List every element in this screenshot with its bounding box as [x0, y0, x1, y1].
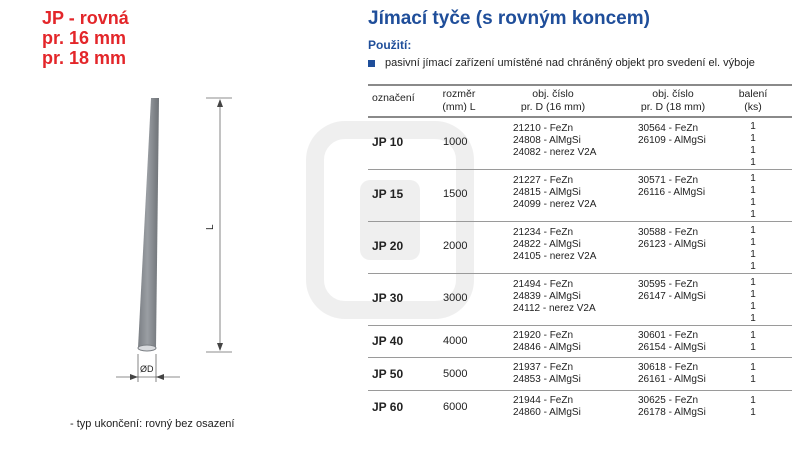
- use-text: pasivní jímací zařízení umístěné nad chráněný objekt pro svedení el. výboje: [385, 57, 755, 69]
- pack-count: 1: [750, 133, 756, 144]
- order-number: 24112 - nerez V2A: [513, 303, 596, 314]
- order-number: 21210 - FeZn: [513, 123, 574, 134]
- order-number: 26116 - AlMgSi: [638, 187, 706, 198]
- row-d18: [638, 362, 706, 386]
- order-number: 30571 - FeZn: [638, 175, 699, 186]
- order-number: 24099 - nerez V2A: [513, 199, 597, 210]
- row-d18: [638, 395, 706, 419]
- row-d18: [638, 330, 706, 354]
- header-d16: [508, 88, 598, 114]
- order-number: 30588 - FeZn: [638, 227, 699, 238]
- row-size: 1000: [443, 136, 468, 148]
- pack-count: 1: [750, 225, 756, 236]
- row-size: 5000: [443, 368, 468, 380]
- order-number: 30625 - FeZn: [638, 395, 699, 406]
- pack-count: 1: [750, 145, 756, 156]
- row-d16: [513, 175, 596, 211]
- row-d16: [513, 362, 581, 386]
- pack-count: 1: [750, 374, 756, 385]
- row-code: JP 20: [372, 239, 404, 253]
- order-number: 21937 - FeZn: [513, 362, 574, 373]
- row-code: JP 40: [372, 334, 404, 348]
- pack-count: 1: [750, 407, 756, 418]
- row-pack: [746, 362, 760, 386]
- table-row: [368, 274, 792, 326]
- row-code: JP 10: [372, 135, 404, 149]
- row-d16: [513, 123, 596, 159]
- pack-count: 1: [750, 395, 756, 406]
- table-header: [368, 84, 792, 118]
- order-number: 26147 - AlMgSi: [638, 291, 706, 302]
- order-number: 21494 - FeZn: [513, 279, 574, 290]
- rod-drawing: [100, 90, 260, 400]
- pack-count: 1: [750, 121, 756, 132]
- row-size: 3000: [443, 292, 468, 304]
- header-code: označení: [372, 92, 415, 104]
- row-code: JP 60: [372, 400, 404, 414]
- row-d16: [513, 330, 581, 354]
- row-pack: [746, 225, 760, 273]
- row-pack: [746, 173, 760, 221]
- row-code: JP 15: [372, 187, 404, 201]
- header-size-line: rozměr: [442, 88, 476, 100]
- table-row: [368, 326, 792, 358]
- row-d18: [638, 123, 706, 147]
- row-d16: [513, 279, 596, 315]
- product-title-line: JP - rovná: [42, 8, 129, 28]
- order-number: 26154 - AlMgSi: [638, 342, 706, 353]
- product-table: [368, 84, 792, 424]
- header-pack-line: (ks): [744, 101, 762, 113]
- pack-count: 1: [750, 173, 756, 184]
- bullet-square-icon: [368, 60, 375, 67]
- row-pack: [746, 395, 760, 419]
- order-number: 30595 - FeZn: [638, 279, 699, 290]
- product-title-line: pr. 16 mm: [42, 28, 127, 48]
- order-number: 24815 - AlMgSi: [513, 187, 581, 198]
- row-pack: [746, 277, 760, 325]
- order-number: 26123 - AlMgSi: [638, 239, 706, 250]
- product-title: [42, 8, 129, 68]
- order-number: 24105 - nerez V2A: [513, 251, 597, 262]
- diameter-label: ØD: [140, 364, 154, 374]
- header-size-line: (mm) L: [442, 101, 476, 113]
- header-pack: [730, 88, 776, 114]
- row-d18: [638, 227, 706, 251]
- row-size: 1500: [443, 188, 468, 200]
- order-number: 21234 - FeZn: [513, 227, 574, 238]
- rod-shape: [138, 98, 159, 348]
- pack-count: 1: [750, 277, 756, 288]
- pack-count: 1: [750, 313, 756, 324]
- order-number: 30618 - FeZn: [638, 362, 699, 373]
- pack-count: 1: [750, 209, 756, 220]
- pack-count: 1: [750, 185, 756, 196]
- row-d16: [513, 395, 581, 419]
- order-number: 26161 - AlMgSi: [638, 374, 706, 385]
- table-row: [368, 118, 792, 170]
- order-number: 26178 - AlMgSi: [638, 407, 706, 418]
- order-number: 24846 - AlMgSi: [513, 342, 581, 353]
- header-size: [434, 88, 484, 114]
- use-text-line: [368, 57, 755, 69]
- order-number: 30601 - FeZn: [638, 330, 699, 341]
- row-pack: [746, 330, 760, 354]
- pack-count: 1: [750, 342, 756, 353]
- use-label: Použití:: [368, 38, 412, 52]
- pack-count: 1: [750, 197, 756, 208]
- row-pack: [746, 121, 760, 169]
- rod-end: [138, 345, 156, 351]
- header-d16-line: pr. D (16 mm): [520, 101, 586, 113]
- order-number: 26109 - AlMgSi: [638, 135, 706, 146]
- order-number: 21227 - FeZn: [513, 175, 574, 186]
- header-pack-line: balení: [738, 88, 768, 100]
- table-row: [368, 222, 792, 274]
- order-number: 21944 - FeZn: [513, 395, 574, 406]
- pack-count: 1: [750, 237, 756, 248]
- table-row: [368, 170, 792, 222]
- row-size: 6000: [443, 401, 468, 413]
- product-title-line: pr. 18 mm: [42, 48, 127, 68]
- header-d18-line: obj. číslo: [652, 88, 694, 100]
- pack-count: 1: [750, 249, 756, 260]
- order-number: 24839 - AlMgSi: [513, 291, 581, 302]
- footnote: - typ ukončení: rovný bez osazení: [70, 418, 235, 430]
- pack-count: 1: [750, 301, 756, 312]
- header-d18: [628, 88, 718, 114]
- order-number: 21920 - FeZn: [513, 330, 574, 341]
- order-number: 24822 - AlMgSi: [513, 239, 581, 250]
- row-size: 2000: [443, 240, 468, 252]
- row-size: 4000: [443, 335, 468, 347]
- header-d16-line: obj. číslo: [532, 88, 574, 100]
- pack-count: 1: [750, 261, 756, 272]
- order-number: 24808 - AlMgSi: [513, 135, 581, 146]
- pack-count: 1: [750, 289, 756, 300]
- row-code: JP 30: [372, 291, 404, 305]
- table-row: [368, 358, 792, 391]
- row-d18: [638, 175, 705, 199]
- table-row: [368, 391, 792, 424]
- row-d18: [638, 279, 706, 303]
- order-number: 24853 - AlMgSi: [513, 374, 581, 385]
- page-title: Jímací tyče (s rovným koncem): [368, 8, 650, 29]
- order-number: 24082 - nerez V2A: [513, 147, 597, 158]
- row-code: JP 50: [372, 367, 404, 381]
- pack-count: 1: [750, 330, 756, 341]
- length-label: L: [205, 224, 216, 230]
- order-number: 30564 - FeZn: [638, 123, 699, 134]
- header-d18-line: pr. D (18 mm): [640, 101, 706, 113]
- order-number: 24860 - AlMgSi: [513, 407, 581, 418]
- pack-count: 1: [750, 157, 756, 168]
- pack-count: 1: [750, 362, 756, 373]
- row-d16: [513, 227, 596, 263]
